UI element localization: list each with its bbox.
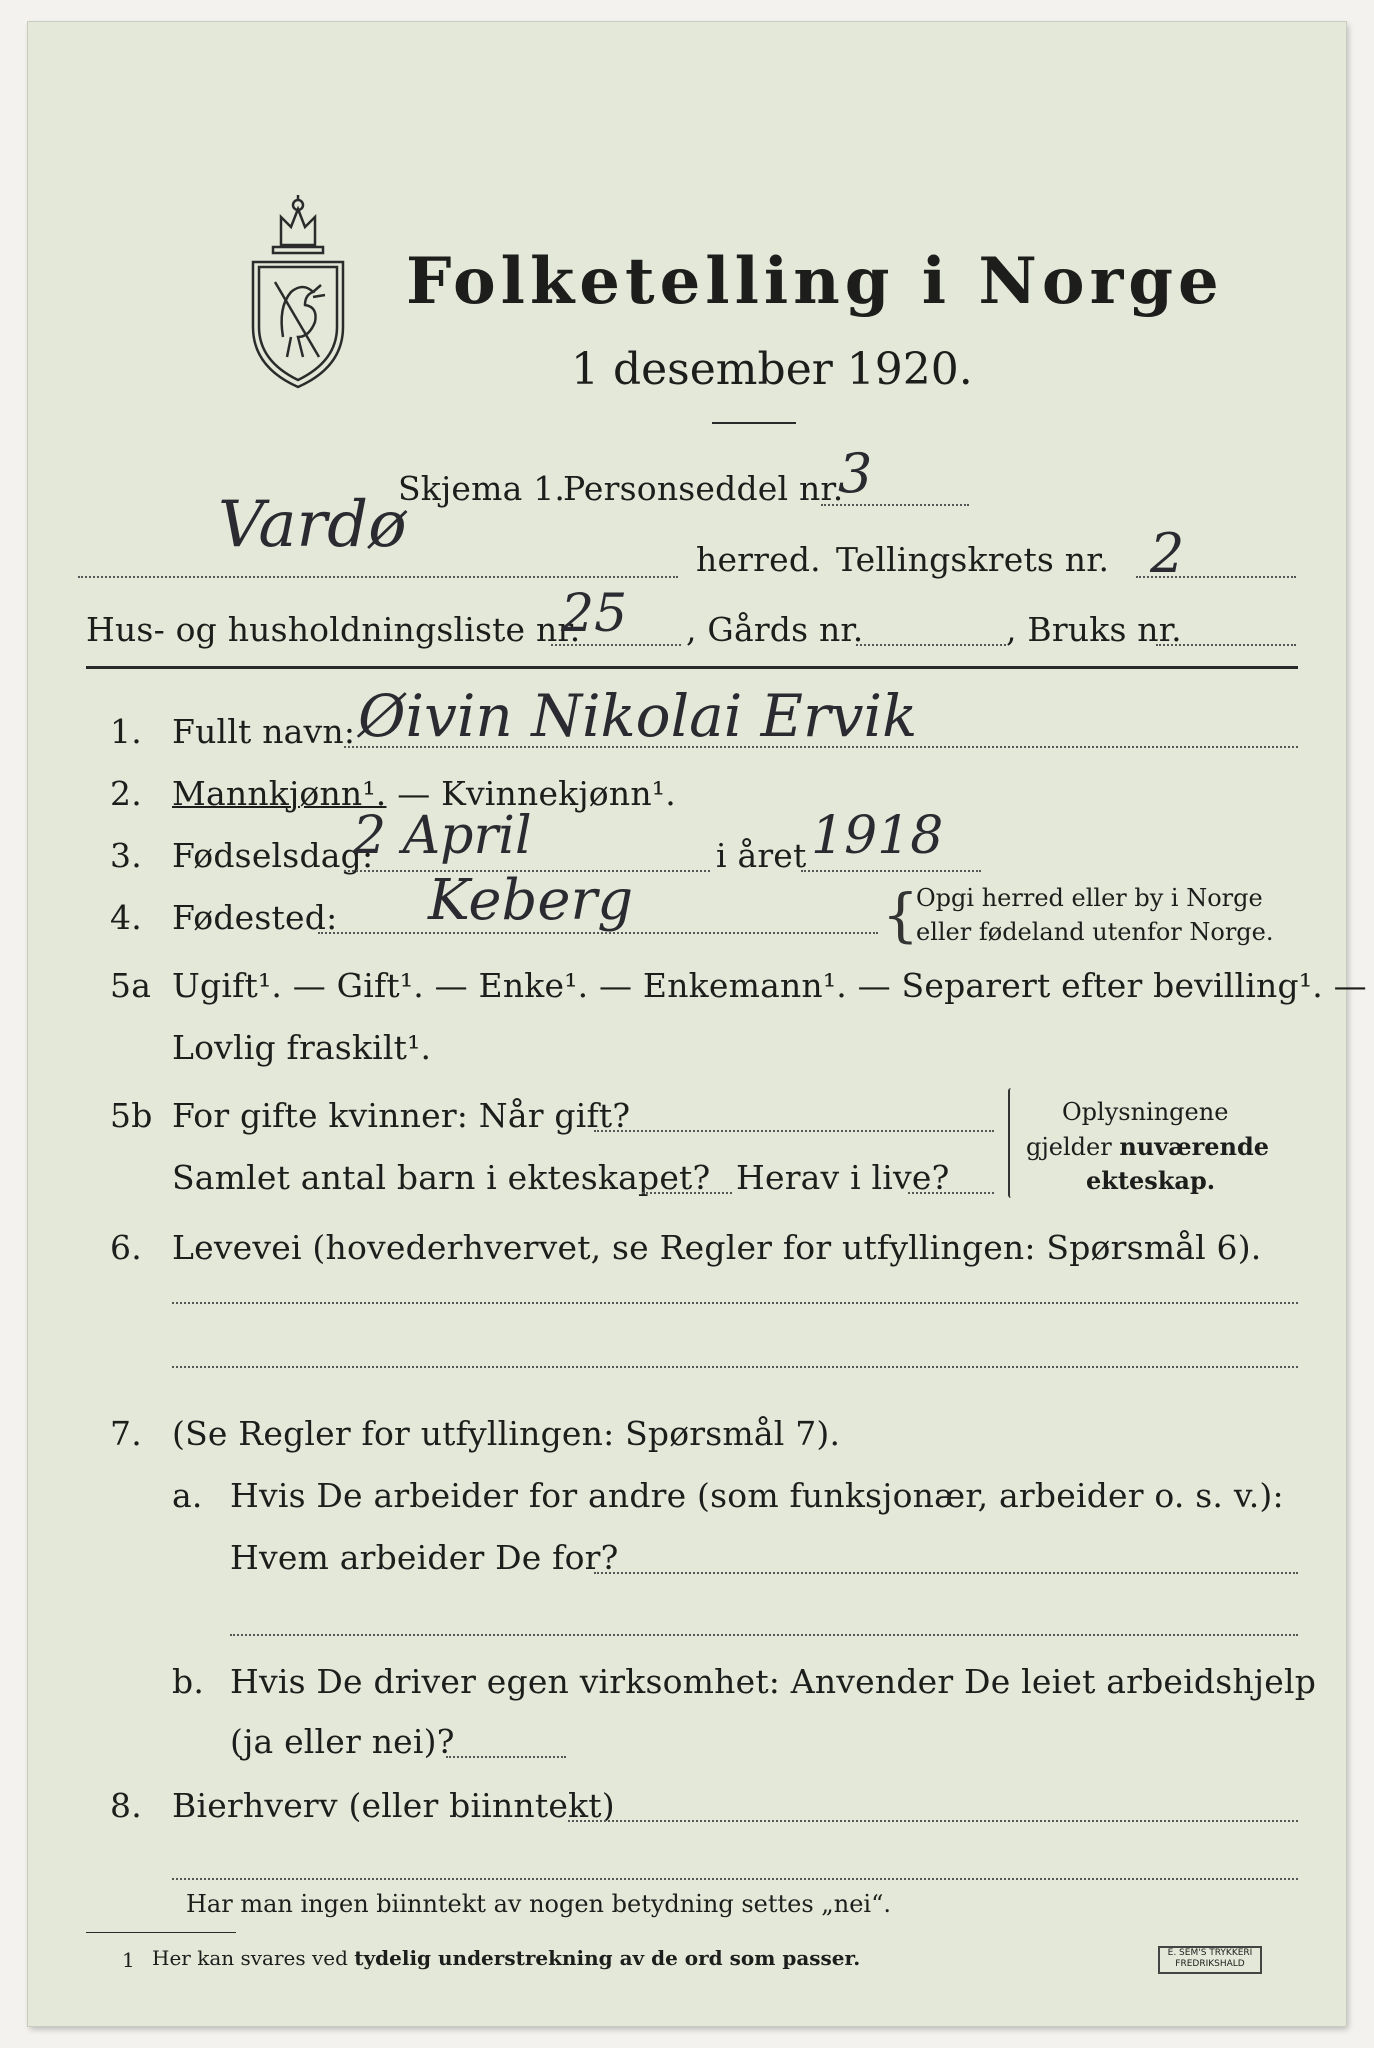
employer-field-line-2 (230, 1634, 1298, 1636)
personseddel-label: Personseddel nr. (563, 469, 844, 508)
q7b-letter: b. (172, 1662, 205, 1701)
bruks-field-line (1156, 644, 1296, 646)
herred-field-line (78, 576, 678, 578)
side-income-field-line-2 (172, 1878, 1298, 1880)
marriage-note-line3: ekteskap. (1086, 1166, 1216, 1195)
q1-label: Fullt navn: (172, 712, 356, 751)
year-field-line (801, 870, 981, 872)
q7b-line1: Hvis De driver egen virksomhet: Anvender De leiet arbeidshjelp (230, 1662, 1317, 1701)
q3-label: Fødselsdag: (172, 836, 374, 875)
footnote-rule (86, 1932, 236, 1933)
employer-field-line-1 (594, 1572, 1298, 1574)
tellingskrets-value[interactable]: 2 (1150, 522, 1185, 585)
children-alive-label: Herav i live? (736, 1158, 950, 1197)
birthdate-value[interactable]: 2 April (353, 806, 532, 866)
children-alive-field-line (908, 1192, 994, 1194)
hus-label: Hus- og husholdningsliste nr. (86, 610, 581, 649)
q4-number: 4. (110, 898, 142, 937)
hus-value[interactable]: 25 (561, 584, 628, 644)
male-option[interactable]: Mannkjønn¹. (172, 774, 387, 813)
birthplace-note-line1: Opgi herred eller by i Norge (916, 884, 1263, 912)
q7-number: 7. (110, 1414, 142, 1453)
children-total-label: Samlet antal barn i ekteskapet? (172, 1158, 711, 1197)
schema-label: Skjema 1. (398, 469, 566, 508)
q7a-line1: Hvis De arbeider for andre (som funksjonær, arbeider o. s. v.): (230, 1476, 1284, 1515)
year-label: i året (716, 836, 807, 875)
hired-help-field-line (446, 1756, 566, 1758)
marital-status-options[interactable]: Ugift¹. — Gift¹. — Enke¹. — Enkemann¹. — Separert efter bevilling¹. — (172, 966, 1367, 1005)
herred-value[interactable]: Vardø (218, 488, 407, 562)
full-name-value[interactable]: Øivin Nikolai Ervik (358, 682, 918, 750)
q6-number: 6. (110, 1228, 142, 1267)
birth-year-value[interactable]: 1918 (811, 806, 944, 866)
marriage-note-bracket (1008, 1088, 1014, 1198)
q5b-number: 5b (110, 1096, 153, 1135)
q7a-line2: Hvem arbeider De for? (230, 1538, 619, 1577)
q3-number: 3. (110, 836, 142, 875)
bruks-label: , Bruks nr. (1006, 610, 1182, 649)
bleed-through-text (1178, 118, 1186, 146)
marriage-note-line2: gjelder nuværende (1026, 1132, 1270, 1161)
q5a-number: 5a (110, 966, 152, 1005)
norwegian-coat-of-arms-icon (243, 187, 353, 397)
female-option[interactable]: Kvinnekjønn¹. (441, 774, 676, 813)
children-total-field-line (642, 1192, 732, 1194)
divorced-option[interactable]: Lovlig fraskilt¹. (172, 1028, 432, 1067)
gards-label: , Gårds nr. (686, 610, 864, 649)
q7b-line2: (ja eller nei)? (230, 1722, 455, 1761)
occupation-field-line-1 (172, 1302, 1298, 1304)
occupation-field-line-2 (172, 1366, 1298, 1368)
herred-label: herred. (696, 540, 821, 579)
tellingskrets-label: Tellingskrets nr. (836, 540, 1110, 579)
title-divider (712, 422, 796, 424)
marriage-note-line1: Oplysningene (1062, 1098, 1229, 1126)
q1-number: 1. (110, 712, 142, 751)
q7a-letter: a. (172, 1476, 203, 1515)
q6-label: Levevei (hovederhvervet, se Regler for utfyllingen: Spørsmål 6). (172, 1228, 1262, 1267)
census-form (28, 22, 1367, 2026)
gards-field-line (856, 644, 1006, 646)
birthplace-note-brace: { (882, 881, 919, 949)
printer-stamp: E. SEM'S TRYKKERI FREDRIKSHALD (1158, 1946, 1262, 1974)
header-divider (86, 666, 1298, 669)
form-title: Folketelling i Norge (406, 244, 1224, 319)
footnote-text: Her kan svares ved tydelig understrekning av de ord som passer. (152, 1946, 861, 1970)
q2-number: 2. (110, 774, 142, 813)
hus-field-line (551, 644, 681, 646)
side-income-note: Har man ingen biinntekt av nogen betydning settes „nei“. (186, 1890, 891, 1918)
footnote-mark: 1 (122, 1948, 135, 1972)
birthplace-value[interactable]: Keberg (428, 868, 634, 933)
q8-number: 8. (110, 1786, 142, 1825)
married-when-field-line (594, 1130, 994, 1132)
personseddel-value[interactable]: 3 (838, 442, 873, 505)
q8-label: Bierhverv (eller biinntekt) (172, 1786, 615, 1825)
q2-separator: — (386, 774, 442, 813)
q7-label: (Se Regler for utfyllingen: Spørsmål 7). (172, 1414, 841, 1453)
census-date: 1 desember 1920. (571, 344, 973, 395)
side-income-field-line-1 (568, 1820, 1298, 1822)
married-when-label: For gifte kvinner: Når gift? (172, 1096, 631, 1135)
birthplace-note-line2: eller fødeland utenfor Norge. (916, 918, 1274, 946)
q4-label: Fødested: (172, 898, 338, 937)
